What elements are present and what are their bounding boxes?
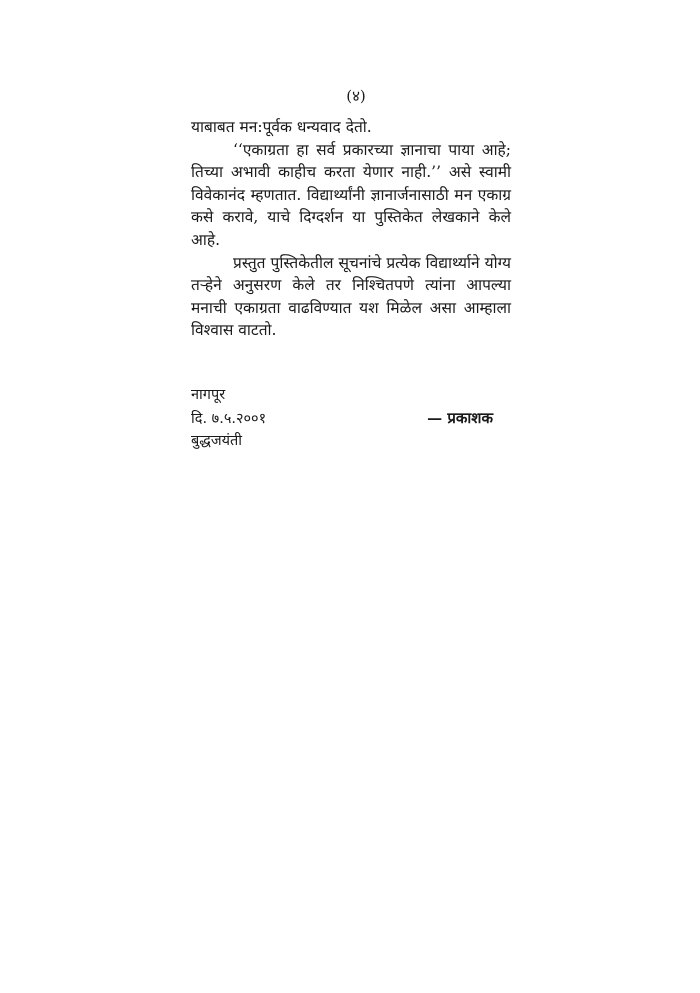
paragraph-2: ‘‘एकाग्रता हा सर्व प्रकारच्या ज्ञानाचा पाया आहे; तिच्या अभावी काहीच करता येणार नाही.’’ असे स्वामी विवेकानंद म्हणतात. विद्यार्थ्यांनी ज्ञानार्जनासाठी मन एकाग्र कसे करावे, याचे दिग्दर्शन या पुस्तिकेत लेखकाने केले आहे. bbox=[191, 140, 511, 249]
occasion: बुद्धजयंती bbox=[191, 433, 243, 449]
page-number: (४) bbox=[346, 87, 366, 105]
date-row bbox=[191, 407, 511, 431]
paragraph-1: याबाबत मन:पूर्वक धन्यवाद देतो. bbox=[191, 118, 372, 136]
body-text bbox=[191, 116, 511, 342]
publisher: — प्रकाशक bbox=[427, 408, 493, 427]
paragraph-3: प्रस्तुत पुस्तिकेतील सूचनांचे प्रत्येक विद्यार्थ्याने योग्य तऱ्हेने अनुसरण केले तर निश्चितपणे त्यांना आपल्या मनाची एकाग्रता वाढविण्यात यश मिळेल असा आम्हाला विश्वास वाटतो. bbox=[191, 253, 511, 340]
place: नागपूर bbox=[191, 387, 226, 403]
signature-block bbox=[191, 384, 511, 453]
date: दि. ७.५.२००१ bbox=[191, 410, 267, 427]
